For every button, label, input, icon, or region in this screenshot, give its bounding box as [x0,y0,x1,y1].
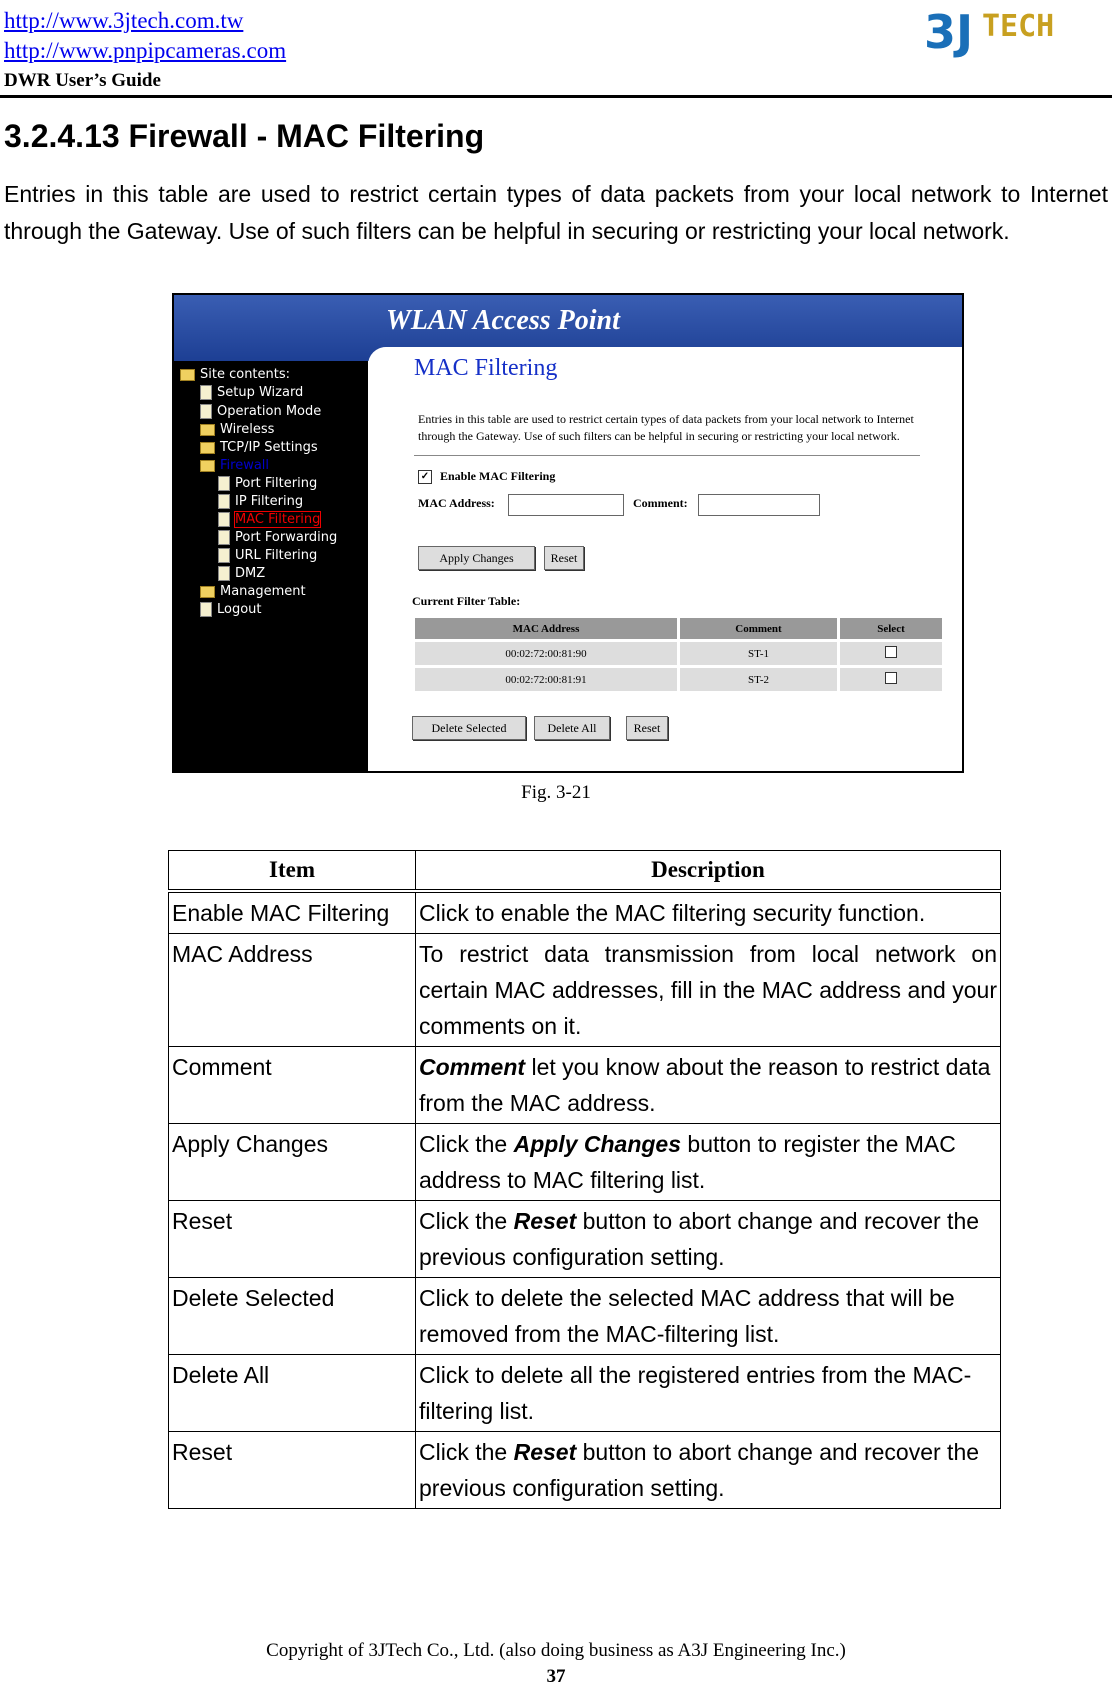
description-cell [416,1047,1001,1124]
document-icon [200,404,212,419]
tree-label: Port Filtering [235,476,318,491]
panel-heading: MAC Filtering [414,355,558,381]
tree-label: Operation Mode [217,404,322,419]
website-link-pnpipcameras[interactable]: http://www.pnpipcameras.com [4,38,287,63]
tree-label: Firewall [220,458,270,473]
description-text: let you know about the reason to restrict data from the MAC address. [419,1054,991,1116]
description-text: Click to delete all the registered entries from the MAC-filtering list. [419,1362,972,1424]
folder-icon [200,460,215,472]
svg-text:3J: 3J [924,5,974,58]
page-footer [0,1638,1112,1690]
tree-item-port-filtering[interactable] [218,476,317,491]
item-cell: MAC Address [169,934,416,1047]
table-row [169,1278,1001,1355]
filter-table-header [415,618,942,639]
document-icon [218,548,230,563]
item-cell: Reset [169,1201,416,1278]
enable-mac-filtering-label: Enable MAC Filtering [440,469,556,483]
tree-root-icon [180,369,195,381]
tree-item-tcpip-settings[interactable] [200,440,318,455]
tree-item-logout[interactable] [200,602,262,617]
description-cell [416,1201,1001,1278]
description-emphasis: Reset [513,1208,577,1234]
description-emphasis: Apply Changes [513,1131,682,1157]
table-row [169,1432,1001,1509]
item-cell: Comment [169,1047,416,1124]
section-intro: Entries in this table are used to restrict certain types of data packets from your local network to Internet through the Gateway. Use of such filters can be helpful in securing or restricting your local network. [4,181,1108,244]
tree-label: Management [220,584,306,599]
filter-table-row [415,668,942,691]
tree-label: TCP/IP Settings [220,440,318,455]
item-cell: Enable MAC Filtering [169,891,416,934]
tree-item-management[interactable] [200,584,306,599]
delete-selected-button[interactable]: Delete Selected [412,716,526,740]
description-emphasis: Comment [419,1054,526,1080]
description-text: Click the [419,1208,514,1234]
item-cell: Reset [169,1432,416,1509]
description-emphasis: Reset [513,1439,577,1465]
tree-label: URL Filtering [235,548,318,563]
row-mac: 00:02:72:00:81:91 [415,668,677,691]
copyright-notice: Copyright of 3JTech Co., Ltd. (also doing business as A3J Engineering Inc.) [266,1640,846,1661]
description-text: button to abort change and recover the previous configuration setting. [419,1208,980,1270]
tree-label: Port Forwarding [235,530,338,545]
description-table-header [169,851,1001,892]
header-item: Item [169,851,416,892]
tree-label: Wireless [220,422,275,437]
description-cell [416,1124,1001,1201]
item-cell: Delete Selected [169,1278,416,1355]
tree-label: IP Filtering [235,494,304,509]
document-icon [218,530,230,545]
table-row [169,1201,1001,1278]
document-icon [200,602,212,617]
row-select-checkbox[interactable] [885,672,897,684]
comment-label: Comment: [633,496,688,510]
description-cell [416,1355,1001,1432]
header-description: Description [416,851,1001,892]
figure-caption: Fig. 3-21 [521,782,591,803]
table-row [169,1124,1001,1201]
panel-description: Entries in this table are used to restrict certain types of data packets from your local network to Internet through the Gateway. Use of such filters can be helpful in securing or restricting your local network. [418,412,914,443]
tree-root [180,367,290,382]
table-row [169,1355,1001,1432]
document-icon [218,476,230,491]
folder-icon [200,424,215,436]
description-cell [416,1432,1001,1509]
description-cell [416,891,1001,934]
description-cell [416,1278,1001,1355]
guide-title: DWR User’s Guide [4,70,161,91]
tree-item-operation-mode[interactable] [200,404,321,419]
row-mac: 00:02:72:00:81:90 [415,642,677,665]
mac-filtering-screenshot [172,293,964,773]
section-title: 3.2.4.13 Firewall - MAC Filtering [4,118,485,154]
row-select-cell [840,642,942,665]
description-text: Click to delete the selected MAC address that will be removed from the MAC-filtering list. [419,1285,955,1347]
page-number: 37 [546,1666,566,1687]
svg-text:TECH: TECH [982,9,1054,44]
item-cell: Apply Changes [169,1124,416,1201]
col-comment: Comment [680,618,837,639]
row-select-cell [840,668,942,691]
header-rule [0,95,1112,98]
banner-title: WLAN Access Point [386,305,620,336]
document-icon [200,385,212,400]
description-text: Click the [419,1439,514,1465]
tree-root-label: Site contents: [200,367,291,382]
description-table [168,850,1001,1509]
3jtech-logo [924,2,1054,58]
tree-item-port-forwarding[interactable] [218,530,337,545]
panel-divider [414,455,920,456]
folder-icon [200,586,215,598]
tree-item-mac-filtering[interactable] [218,512,320,527]
website-link-3jtech[interactable]: http://www.3jtech.com.tw [4,8,244,33]
description-cell [416,934,1001,1047]
tree-label: Setup Wizard [217,385,304,400]
reset-table-button[interactable]: Reset [626,716,668,740]
row-select-checkbox[interactable] [885,646,897,658]
document-icon [218,512,230,527]
description-text: button to register the MAC address to MAC filtering list. [419,1131,956,1193]
apply-changes-button[interactable]: Apply Changes [418,546,535,570]
tree-item-firewall[interactable] [200,458,269,473]
enable-mac-filtering-row [418,469,555,484]
tree-item-dmz[interactable] [218,566,265,581]
mac-filtering-panel [368,355,962,771]
tree-item-wireless[interactable] [200,422,274,437]
tree-item-setup-wizard[interactable] [200,385,303,400]
tree-label: MAC Filtering [235,512,321,527]
document-icon [218,494,230,509]
col-select: Select [840,618,942,639]
comment-input[interactable] [698,494,820,516]
site-contents-sidebar [174,361,368,771]
delete-all-button[interactable]: Delete All [534,716,610,740]
description-text: Click the [419,1131,514,1157]
table-row [169,934,1001,1047]
item-cell: Delete All [169,1355,416,1432]
tree-item-ip-filtering[interactable] [218,494,303,509]
description-text: Click to enable the MAC filtering security function. [419,900,926,926]
tree-item-url-filtering[interactable] [218,548,317,563]
reset-button[interactable]: Reset [544,546,584,570]
mac-address-label: MAC Address: [418,496,495,510]
row-comment: ST-1 [680,642,837,665]
table-row [169,1047,1001,1124]
col-mac-address: MAC Address [415,618,677,639]
row-comment: ST-2 [680,668,837,691]
folder-icon [200,442,215,454]
document-icon [218,566,230,581]
enable-mac-filtering-checkbox[interactable]: ✓ [418,470,432,484]
table-row [169,891,1001,934]
current-filter-table-label: Current Filter Table: [412,594,521,608]
description-text: button to abort change and recover the previous configuration setting. [419,1439,980,1501]
mac-address-input[interactable] [508,494,624,516]
tree-label: Logout [217,602,262,617]
current-filter-table [412,615,945,694]
filter-table-row [415,642,942,665]
description-text: To restrict data transmission from local network on certain MAC addresses, fill in the MAC address and your comments on it. [419,941,997,1039]
tree-label: DMZ [235,566,266,581]
